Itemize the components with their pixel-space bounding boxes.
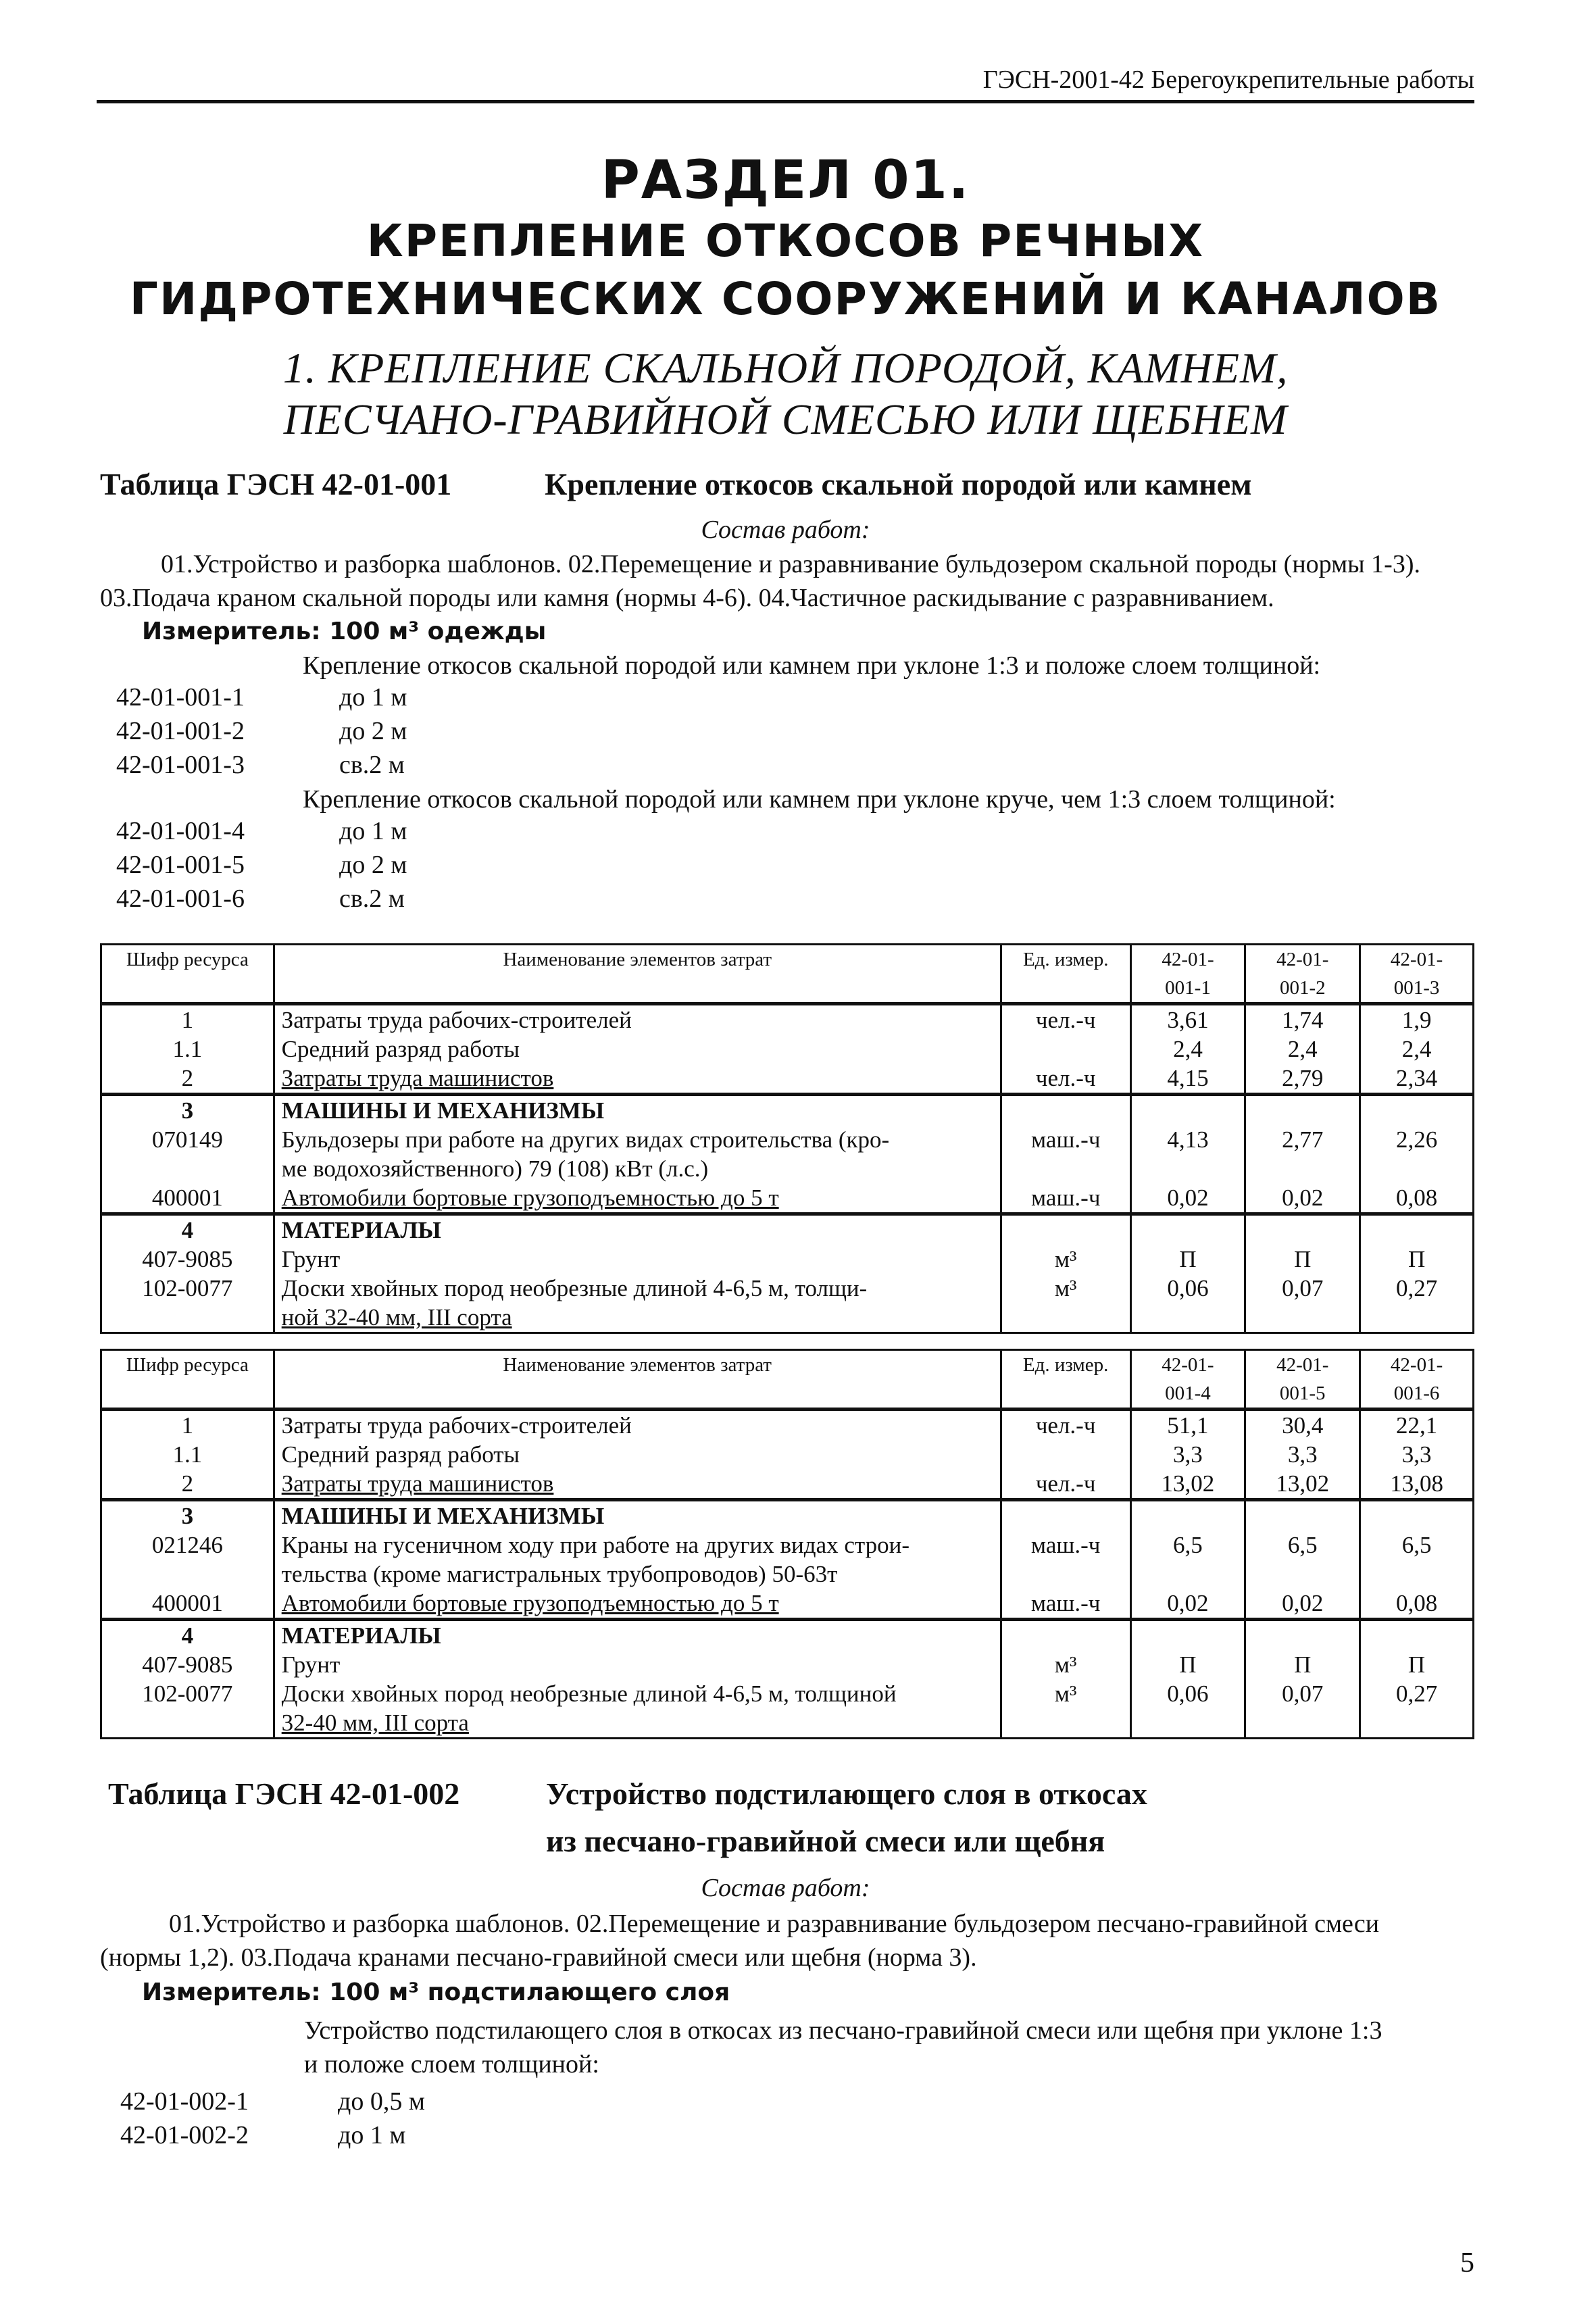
norm-code: 42-01-001-2 [116,717,245,745]
col-header-bottom: 001-3 [1393,977,1440,999]
resource-table [100,1349,1474,1739]
table-title-line2: из песчано-гравийной смеси или щебня [546,1824,1105,1858]
norm-value: П [1130,1245,1245,1274]
section-title: РАЗДЕЛ 01. [601,150,970,211]
subsection-title: 1. КРЕПЛЕНИЕ СКАЛЬНОЙ ПОРОДОЙ, КАМНЕМ, [282,344,1289,392]
norm-desc: св.2 м [339,885,405,913]
resource-code: 021246 [101,1530,274,1589]
resource-unit: маш.-ч [1001,1125,1130,1183]
norm-value: 2,4 [1360,1035,1474,1064]
norm-code: 42-01-001-5 [116,851,245,879]
norm-desc: до 1 м [339,817,407,845]
table-row [101,1064,1474,1095]
table-group-row [101,1214,1474,1245]
norm-desc: до 1 м [339,683,407,712]
resource-code: 102-0077 [101,1679,274,1739]
col-header-bottom: 001-2 [1279,977,1326,999]
norm-code: 42-01-001-4 [116,817,245,845]
table-header-row [101,1350,1474,1410]
col-header-norm [1130,1350,1245,1410]
resource-name-line: тельства (кроме магистральных трубопроводов) 50-63т [281,1561,838,1587]
subsection-title-line2: ПЕСЧАНО-ГРАВИЙНОЙ СМЕСЬЮ ИЛИ ЩЕБНЕМ [283,395,1288,443]
resource-code: 1 [101,1410,274,1441]
resource-name: Средний разряд работы [274,1440,1001,1469]
group-title: МАТЕРИАЛЫ [274,1620,1001,1651]
table-row [101,1410,1474,1441]
table-row [101,1679,1474,1739]
resource-name: Грунт [274,1245,1001,1274]
resource-name-line: Бульдозеры при работе на других видах строительства (кро- [281,1126,890,1153]
table-header-row [101,945,1474,1004]
col-header-unit: Ед. измер. [1001,945,1130,1004]
norm-value: 0,08 [1360,1589,1474,1620]
resource-name-line: 32-40 мм, III сорта [281,1710,469,1736]
table-row [101,1274,1474,1333]
group-title: МАШИНЫ И МЕХАНИЗМЫ [274,1095,1001,1126]
norm-value: 0,02 [1245,1589,1360,1620]
resource-code: 2 [101,1064,274,1095]
resource-unit: чел.-ч [1001,1410,1130,1441]
col-header-code: Шифр ресурса [101,1350,274,1410]
resource-code: 1.1 [101,1035,274,1064]
norm-value: 6,5 [1245,1530,1360,1589]
norm-value: 1,74 [1245,1004,1360,1035]
norm-value: 4,13 [1130,1125,1245,1183]
resource-unit: чел.-ч [1001,1064,1130,1095]
resource-name [274,1274,1001,1333]
resource-unit [1001,1440,1130,1469]
col-header-norm [1360,1350,1474,1410]
norm-desc: св.2 м [339,751,405,779]
norm-code: 42-01-001-6 [116,885,245,913]
norm-value: 13,08 [1360,1469,1474,1500]
resource-name: Затраты труда машинистов [274,1064,1001,1095]
norm-value: 51,1 [1130,1410,1245,1441]
table-group-row [101,1500,1474,1531]
group-title: МАТЕРИАЛЫ [274,1214,1001,1245]
table-row [101,1004,1474,1035]
table-row [101,1183,1474,1214]
col-header-top: 42-01- [1162,1354,1214,1376]
resource-name [274,1125,1001,1183]
norm-value: 2,4 [1130,1035,1245,1064]
table-row [101,1589,1474,1620]
resource-code: 407-9085 [101,1650,274,1679]
table-code: Таблица ГЭСН 42-01-001 [100,467,452,501]
table-row [101,1469,1474,1500]
norm-value: 3,3 [1130,1440,1245,1469]
col-header-top: 42-01- [1276,1354,1329,1376]
resource-name: Затраты труда рабочих-строителей [274,1004,1001,1035]
col-header-name: Наименование элементов затрат [274,1350,1001,1410]
norm-group-desc: Устройство подстилающего слоя в откосах из песчано-гравийной смеси или щебня при уклоне 1:3 [304,2016,1382,2045]
page-number: 5 [1460,2247,1474,2279]
resource-unit: м³ [1001,1274,1130,1333]
norm-value: 22,1 [1360,1410,1474,1441]
norm-value: 0,27 [1360,1679,1474,1739]
norm-value: П [1360,1245,1474,1274]
norm-value: 6,5 [1130,1530,1245,1589]
resource-unit: маш.-ч [1001,1183,1130,1214]
table-heading [100,466,1252,502]
col-header-top: 42-01- [1162,949,1214,970]
norm-value: 0,02 [1130,1183,1245,1214]
table-group-row [101,1620,1474,1651]
resource-table [100,943,1474,1334]
norm-value: 3,3 [1245,1440,1360,1469]
resource-name: Грунт [274,1650,1001,1679]
table-title: Устройство подстилающего слоя в откосах [546,1776,1147,1811]
norm-value: 0,06 [1130,1679,1245,1739]
works-line: 01.Устройство и разборка шаблонов. 02.Перемещение и разравнивание бульдозером скальной породы (нормы 1-3). [161,550,1420,578]
resource-code: 4 [101,1620,274,1651]
meter-label: Измеритель: 100 м³ одежды [142,618,547,645]
norm-value: П [1245,1245,1360,1274]
resource-unit: м³ [1001,1679,1130,1739]
resource-unit: м³ [1001,1650,1130,1679]
table-row [101,1035,1474,1064]
works-label: Состав работ: [701,1874,870,1902]
meter-label: Измеритель: 100 м³ подстилающего слоя [142,1978,730,2006]
table-row [101,1125,1474,1183]
col-header-bottom: 001-6 [1393,1383,1440,1404]
norm-value: 4,15 [1130,1064,1245,1095]
resource-unit [1001,1035,1130,1064]
resource-code: 1 [101,1004,274,1035]
col-header-bottom: 001-1 [1165,977,1211,999]
norm-value: 2,4 [1245,1035,1360,1064]
resource-code: 102-0077 [101,1274,274,1333]
group-title: МАШИНЫ И МЕХАНИЗМЫ [274,1500,1001,1531]
resource-code: 3 [101,1500,274,1531]
norm-value: П [1130,1650,1245,1679]
norm-value: 6,5 [1360,1530,1474,1589]
norm-value: 2,77 [1245,1125,1360,1183]
section-title-line2: КРЕПЛЕНИЕ ОТКОСОВ РЕЧНЫХ [366,215,1205,267]
works-label: Состав работ: [701,516,870,544]
resource-unit: маш.-ч [1001,1589,1130,1620]
norm-value: 0,02 [1245,1183,1360,1214]
resource-name [274,1679,1001,1739]
norm-value: 0,08 [1360,1183,1474,1214]
norm-value: 0,27 [1360,1274,1474,1333]
resource-name-line: ной 32-40 мм, III сорта [281,1304,512,1330]
table-row [101,1440,1474,1469]
resource-name-line: Доски хвойных пород необрезные длиной 4-6,5 м, толщи- [281,1275,868,1301]
table-row [101,1530,1474,1589]
norm-group-desc: Крепление откосов скальной породой или камнем при уклоне 1:3 и положе слоем толщиной: [303,651,1321,680]
norm-value: 1,9 [1360,1004,1474,1035]
section-title-line3: ГИДРОТЕХНИЧЕСКИХ СООРУЖЕНИЙ И КАНАЛОВ [129,273,1442,325]
norm-value: П [1360,1650,1474,1679]
table-row [101,1650,1474,1679]
col-header-norm [1360,945,1474,1004]
col-header-bottom: 001-4 [1165,1383,1211,1404]
resource-unit: м³ [1001,1245,1130,1274]
norm-value: 0,02 [1130,1589,1245,1620]
norm-desc: до 2 м [339,851,407,879]
norm-value: П [1245,1650,1360,1679]
resource-name [274,1530,1001,1589]
resource-name: Затраты труда рабочих-строителей [274,1410,1001,1441]
norm-value: 2,79 [1245,1064,1360,1095]
resource-code: 070149 [101,1125,274,1183]
resource-unit: чел.-ч [1001,1469,1130,1500]
norm-value: 0,06 [1130,1274,1245,1333]
col-header-code: Шифр ресурса [101,945,274,1004]
resource-code: 3 [101,1095,274,1126]
norm-code: 42-01-001-1 [116,683,245,712]
resource-code: 2 [101,1469,274,1500]
col-header-top: 42-01- [1390,1354,1443,1376]
norm-value: 2,34 [1360,1064,1474,1095]
col-header-name: Наименование элементов затрат [274,945,1001,1004]
col-header-norm [1245,945,1360,1004]
norm-desc: до 2 м [339,717,407,745]
col-header-unit: Ед. измер. [1001,1350,1130,1410]
table-heading [108,1776,1147,1812]
resource-name-line: ме водохозяйственного) 79 (108) кВт (л.с.) [281,1155,709,1182]
resource-name: Автомобили бортовые грузоподъемностью до 5 т [274,1589,1001,1620]
works-line: 01.Устройство и разборка шаблонов. 02.Перемещение и разравнивание бульдозером песчано-гравийной смеси [169,1910,1380,1938]
norm-code: 42-01-002-2 [120,2121,249,2149]
norm-desc: до 0,5 м [338,2087,425,2116]
resource-unit: чел.-ч [1001,1004,1130,1035]
resource-name: Затраты труда машинистов [274,1469,1001,1500]
resource-unit: маш.-ч [1001,1530,1130,1589]
works-line: 03.Подача краном скальной породы или камня (нормы 4-6). 04.Частичное раскидывание с разравниванием. [100,584,1274,612]
norm-value: 3,3 [1360,1440,1474,1469]
resource-name-line: Доски хвойных пород необрезные длиной 4-6,5 м, толщиной [281,1681,897,1707]
works-line: (нормы 1,2). 03.Подача кранами песчано-гравийной смеси или щебня (норма 3). [100,1943,977,1972]
norm-value: 30,4 [1245,1410,1360,1441]
col-header-top: 42-01- [1276,949,1329,970]
norm-value: 13,02 [1130,1469,1245,1500]
resource-name: Средний разряд работы [274,1035,1001,1064]
running-header: ГЭСН-2001-42 Берегоукрепительные работы [97,65,1474,103]
norm-value: 0,07 [1245,1679,1360,1739]
norm-group-desc: Крепление откосов скальной породой или камнем при уклоне круче, чем 1:3 слоем толщиной: [303,785,1336,814]
resource-code: 407-9085 [101,1245,274,1274]
table-row [101,1245,1474,1274]
table-group-row [101,1095,1474,1126]
norm-desc: до 1 м [338,2121,406,2149]
norm-value: 13,02 [1245,1469,1360,1500]
table-title: Крепление откосов скальной породой или камнем [545,467,1252,501]
col-header-bottom: 001-5 [1279,1383,1326,1404]
resource-code: 400001 [101,1589,274,1620]
norm-code: 42-01-001-3 [116,751,245,779]
norm-value: 2,26 [1360,1125,1474,1183]
resource-code: 4 [101,1214,274,1245]
resource-code: 1.1 [101,1440,274,1469]
col-header-norm [1245,1350,1360,1410]
col-header-norm [1130,945,1245,1004]
norm-value: 0,07 [1245,1274,1360,1333]
norm-value: 3,61 [1130,1004,1245,1035]
norm-group-desc-line2: и положе слоем толщиной: [304,2050,599,2078]
table-code: Таблица ГЭСН 42-01-002 [108,1776,460,1811]
col-header-top: 42-01- [1390,949,1443,970]
resource-name-line: Краны на гусеничном ходу при работе на других видах строи- [281,1532,910,1558]
resource-name: Автомобили бортовые грузоподъемностью до 5 т [274,1183,1001,1214]
norm-code: 42-01-002-1 [120,2087,249,2116]
resource-code: 400001 [101,1183,274,1214]
